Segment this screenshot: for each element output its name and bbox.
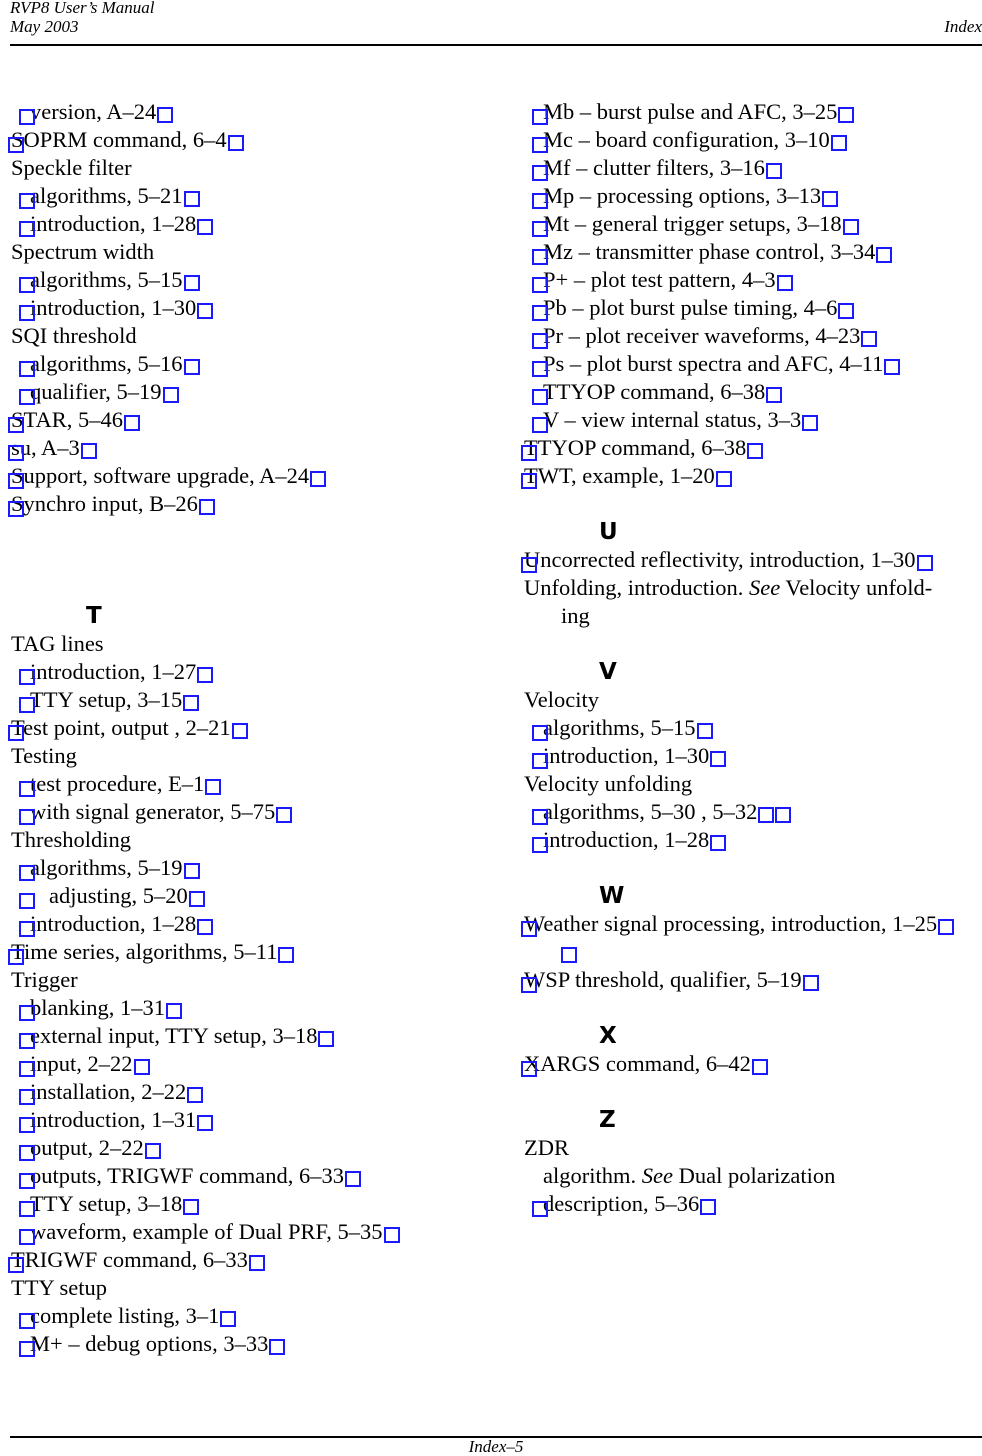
hyperlink-box[interactable] <box>19 277 35 293</box>
page-footer <box>10 1436 982 1456</box>
hyperlink-box[interactable] <box>19 1173 35 1189</box>
entry-text: Velocity unfolding <box>524 771 693 796</box>
hyperlink-box[interactable] <box>532 1201 548 1217</box>
hyperlink-box[interactable] <box>532 837 548 853</box>
section-letter: X <box>599 1023 617 1049</box>
index-entry[interactable] <box>11 126 491 154</box>
entry-text: Pr – plot receiver waveforms, 4–23 <box>543 323 861 348</box>
entry-text: TRIGWF command, 6–33 <box>11 1247 248 1272</box>
entry-text: Unfolding, introduction. <box>524 575 749 600</box>
hyperlink-box[interactable] <box>19 221 35 237</box>
index-entry <box>11 154 491 182</box>
entry-text: Time series, algorithms, 5–11 <box>11 939 278 964</box>
index-entry[interactable] <box>524 238 982 266</box>
hyperlink-box[interactable] <box>561 947 577 963</box>
entry-text: introduction, 1–28 <box>543 827 710 852</box>
entry-text: TWT, example, 1–20 <box>524 463 715 488</box>
index-entry <box>11 630 491 658</box>
hyperlink-box[interactable] <box>521 921 537 937</box>
hyperlink-box[interactable] <box>521 445 537 461</box>
index-column-right <box>524 98 982 1218</box>
hyperlink-box[interactable] <box>775 807 791 823</box>
hyperlink-box[interactable] <box>197 667 213 683</box>
hyperlink-box[interactable] <box>157 107 173 123</box>
hyperlink-box[interactable] <box>19 1117 35 1133</box>
entry-text: Weather signal processing, introduction, 1–25 <box>524 911 938 936</box>
entry-text: TTY setup <box>11 1275 108 1300</box>
entry-text: V – view internal status, 3–3 <box>543 407 802 432</box>
hyperlink-box[interactable] <box>532 193 548 209</box>
hyperlink-box[interactable] <box>184 275 200 291</box>
index-entry[interactable] <box>524 546 982 574</box>
hyperlink-box[interactable] <box>163 387 179 403</box>
index-entry[interactable] <box>11 854 491 882</box>
entry-text: introduction, 1–27 <box>30 659 197 684</box>
hyperlink-box[interactable] <box>521 977 537 993</box>
hyperlink-box[interactable] <box>124 415 140 431</box>
index-entry[interactable] <box>11 798 491 826</box>
entry-text: STAR, 5–46 <box>11 407 123 432</box>
entry-text: Uncorrected reflectivity, introduction, 1–30 <box>524 547 916 572</box>
index-entry[interactable] <box>11 182 491 210</box>
index-entry[interactable] <box>524 1190 982 1218</box>
hyperlink-box[interactable] <box>521 1061 537 1077</box>
hyperlink-box[interactable] <box>710 835 726 851</box>
index-entry[interactable] <box>11 378 491 406</box>
hyperlink-box[interactable] <box>19 1313 35 1329</box>
index-entry[interactable] <box>524 602 982 630</box>
entry-text: SOPRM command, 6–4 <box>11 127 227 152</box>
index-entry[interactable] <box>11 1190 491 1218</box>
index-entry[interactable] <box>11 658 491 686</box>
index-entry[interactable] <box>524 910 982 938</box>
hyperlink-box[interactable] <box>183 1199 199 1215</box>
entry-text: Velocity <box>524 687 599 712</box>
entry-text: introduction, 1–28 <box>30 211 197 236</box>
index-entry[interactable] <box>524 938 982 966</box>
entry-text: test procedure, E–1 <box>30 771 205 796</box>
entry-text: Testing <box>11 743 77 768</box>
index-entry[interactable] <box>11 770 491 798</box>
hyperlink-box[interactable] <box>843 219 859 235</box>
entry-text: Ps – plot burst spectra and AFC, 4–11 <box>543 351 884 376</box>
hyperlink-box[interactable] <box>521 473 537 489</box>
index-entry[interactable] <box>11 1078 491 1106</box>
see-target: Velocity unfold- <box>780 575 933 600</box>
index-entry[interactable] <box>524 98 982 126</box>
hyperlink-box[interactable] <box>197 303 213 319</box>
manual-date: May 2003 <box>10 17 79 36</box>
hyperlink-box[interactable] <box>184 863 200 879</box>
header-left <box>10 0 155 36</box>
entry-text: XARGS command, 6–42 <box>524 1051 751 1076</box>
entry-text: ZDR <box>524 1135 569 1160</box>
hyperlink-box[interactable] <box>532 221 548 237</box>
hyperlink-box[interactable] <box>249 1255 265 1271</box>
hyperlink-box[interactable] <box>710 751 726 767</box>
hyperlink-box[interactable] <box>532 361 548 377</box>
entry-text: Mc – board configuration, 3–10 <box>543 127 830 152</box>
entry-text: Spectrum width <box>11 239 155 264</box>
hyperlink-box[interactable] <box>19 1145 35 1161</box>
index-column-left <box>11 98 491 1358</box>
entry-text: with signal generator, 5–75 <box>30 799 276 824</box>
hyperlink-box[interactable] <box>532 725 548 741</box>
hyperlink-box[interactable] <box>803 975 819 991</box>
entry-text: outputs, TRIGWF command, 6–33 <box>30 1163 344 1188</box>
hyperlink-box[interactable] <box>8 137 24 153</box>
section-letter: W <box>599 883 625 909</box>
hyperlink-box[interactable] <box>19 865 35 881</box>
index-entry[interactable] <box>524 406 982 434</box>
index-entry[interactable] <box>524 126 982 154</box>
hyperlink-box[interactable] <box>19 193 35 209</box>
entry-text: SQI threshold <box>11 323 137 348</box>
index-entry <box>11 826 491 854</box>
section-letter: T <box>86 603 102 629</box>
hyperlink-box[interactable] <box>134 1059 150 1075</box>
entry-text: WSP threshold, qualifier, 5–19 <box>524 967 802 992</box>
index-entry[interactable] <box>11 434 491 462</box>
index-entry[interactable] <box>524 266 982 294</box>
hyperlink-box[interactable] <box>278 947 294 963</box>
index-entry[interactable] <box>524 742 982 770</box>
spacer <box>11 518 491 546</box>
entry-text: algorithms, 5–21 <box>30 183 183 208</box>
hyperlink-box[interactable] <box>276 807 292 823</box>
hyperlink-box[interactable] <box>697 723 713 739</box>
entry-text: algorithms, 5–15 <box>30 267 183 292</box>
entry-text: algorithm. <box>543 1163 642 1188</box>
index-entry[interactable] <box>11 266 491 294</box>
index-entry[interactable] <box>11 994 491 1022</box>
index-entry[interactable] <box>11 406 491 434</box>
entry-text: input, 2–22 <box>30 1051 133 1076</box>
index-entry[interactable] <box>11 1050 491 1078</box>
hyperlink-box[interactable] <box>766 163 782 179</box>
index-entry <box>11 966 491 994</box>
index-entry <box>11 1274 491 1302</box>
index-entry[interactable] <box>11 1302 491 1330</box>
entry-text: algorithms, 5–30 , 5–32 <box>543 799 758 824</box>
entry-text: TTY setup, 3–15 <box>30 687 183 712</box>
entry-text: algorithms, 5–19 <box>30 855 183 880</box>
hyperlink-box[interactable] <box>532 137 548 153</box>
entry-text: qualifier, 5–19 <box>30 379 162 404</box>
hyperlink-box[interactable] <box>269 1339 285 1355</box>
index-entry[interactable] <box>524 350 982 378</box>
entry-text: external input, TTY setup, 3–18 <box>30 1023 318 1048</box>
index-entry[interactable] <box>11 686 491 714</box>
hyperlink-box[interactable] <box>384 1227 400 1243</box>
entry-text: version, A–24 <box>30 99 157 124</box>
entry-text: introduction, 1–28 <box>30 911 197 936</box>
hyperlink-box[interactable] <box>747 443 763 459</box>
entry-text: ing <box>561 603 590 628</box>
hyperlink-box[interactable] <box>8 501 24 517</box>
entry-text: algorithms, 5–15 <box>543 715 696 740</box>
hyperlink-box[interactable] <box>19 1033 35 1049</box>
index-entry[interactable] <box>11 98 491 126</box>
index-entry[interactable] <box>11 714 491 742</box>
index-entry[interactable] <box>11 910 491 938</box>
hyperlink-box[interactable] <box>758 807 774 823</box>
hyperlink-box[interactable] <box>184 191 200 207</box>
manual-title: RVP8 User’s Manual <box>10 0 155 17</box>
see-target: Dual polarization <box>672 1163 836 1188</box>
spacer <box>524 1078 982 1106</box>
index-entry[interactable] <box>11 1330 491 1358</box>
hyperlink-box[interactable] <box>187 1087 203 1103</box>
entry-text: Trigger <box>11 967 78 992</box>
entry-text: introduction, 1–30 <box>543 743 710 768</box>
entry-text: TTYOP command, 6–38 <box>543 379 766 404</box>
hyperlink-box[interactable] <box>532 417 548 433</box>
section-letter: U <box>599 519 618 545</box>
hyperlink-box[interactable] <box>802 415 818 431</box>
index-entry[interactable] <box>524 322 982 350</box>
hyperlink-box[interactable] <box>81 443 97 459</box>
hyperlink-box[interactable] <box>166 1003 182 1019</box>
entry-text: Support, software upgrade, A–24 <box>11 463 310 488</box>
hyperlink-box[interactable] <box>532 277 548 293</box>
entry-text: description, 5–36 <box>543 1191 700 1216</box>
hyperlink-box[interactable] <box>19 1201 35 1217</box>
spacer <box>524 490 982 518</box>
entry-text: Pb – plot burst pulse timing, 4–6 <box>543 295 838 320</box>
index-entry[interactable] <box>11 1106 491 1134</box>
index-entry[interactable] <box>524 826 982 854</box>
entry-text: Thresholding <box>11 827 131 852</box>
hyperlink-box[interactable] <box>752 1059 768 1075</box>
hyperlink-box[interactable] <box>861 331 877 347</box>
hyperlink-box[interactable] <box>199 499 215 515</box>
entry-text: installation, 2–22 <box>30 1079 187 1104</box>
hyperlink-box[interactable] <box>822 191 838 207</box>
entry-text: P+ – plot test pattern, 4–3 <box>543 267 776 292</box>
hyperlink-box[interactable] <box>19 781 35 797</box>
index-entry <box>524 1162 982 1190</box>
index-entry[interactable] <box>11 1022 491 1050</box>
spacer <box>11 574 491 602</box>
hyperlink-box[interactable] <box>917 555 933 571</box>
entry-text: su, A–3 <box>11 435 80 460</box>
hyperlink-box[interactable] <box>8 417 24 433</box>
spacer <box>524 854 982 882</box>
spacer <box>524 630 982 658</box>
entry-text: Mb – burst pulse and AFC, 3–25 <box>543 99 838 124</box>
hyperlink-box[interactable] <box>19 1089 35 1105</box>
hyperlink-box[interactable] <box>8 949 24 965</box>
hyperlink-box[interactable] <box>532 109 548 125</box>
hyperlink-box[interactable] <box>532 753 548 769</box>
index-entry <box>11 238 491 266</box>
index-entry[interactable] <box>524 294 982 322</box>
hyperlink-box[interactable] <box>532 165 548 181</box>
entry-text: Speckle filter <box>11 155 132 180</box>
hyperlink-box[interactable] <box>876 247 892 263</box>
hyperlink-box[interactable] <box>831 135 847 151</box>
hyperlink-box[interactable] <box>19 669 35 685</box>
hyperlink-box[interactable] <box>19 1341 35 1357</box>
entry-text: Mp – processing options, 3–13 <box>543 183 822 208</box>
hyperlink-box[interactable] <box>318 1031 334 1047</box>
index-entry[interactable] <box>524 378 982 406</box>
entry-text: algorithms, 5–16 <box>30 351 183 376</box>
hyperlink-box[interactable] <box>205 779 221 795</box>
hyperlink-box[interactable] <box>521 557 537 573</box>
spacer <box>524 994 982 1022</box>
entry-text: waveform, example of Dual PRF, 5–35 <box>30 1219 383 1244</box>
hyperlink-box[interactable] <box>777 275 793 291</box>
index-entry[interactable] <box>11 1162 491 1190</box>
hyperlink-box[interactable] <box>19 1005 35 1021</box>
hyperlink-box[interactable] <box>228 135 244 151</box>
section-letter: Z <box>599 1107 616 1133</box>
page-number: Index–5 <box>468 1437 524 1456</box>
hyperlink-box[interactable] <box>19 305 35 321</box>
hyperlink-box[interactable] <box>19 1229 35 1245</box>
hyperlink-box[interactable] <box>716 471 732 487</box>
index-entry <box>524 770 982 798</box>
hyperlink-box[interactable] <box>19 1061 35 1077</box>
hyperlink-box[interactable] <box>838 107 854 123</box>
section-letter: V <box>599 659 617 685</box>
entry-text: adjusting, 5–20 <box>49 883 188 908</box>
index-entry <box>524 574 982 602</box>
index-entry[interactable] <box>11 490 491 518</box>
hyperlink-box[interactable] <box>184 359 200 375</box>
hyperlink-box[interactable] <box>532 333 548 349</box>
hyperlink-box[interactable] <box>183 695 199 711</box>
hyperlink-box[interactable] <box>19 361 35 377</box>
hyperlink-box[interactable] <box>532 809 548 825</box>
hyperlink-box[interactable] <box>838 303 854 319</box>
hyperlink-box[interactable] <box>938 919 954 935</box>
hyperlink-box[interactable] <box>884 359 900 375</box>
entry-text: TTY setup, 3–18 <box>30 1191 183 1216</box>
hyperlink-box[interactable] <box>189 891 205 907</box>
hyperlink-box[interactable] <box>8 725 24 741</box>
hyperlink-box[interactable] <box>19 893 35 909</box>
index-entry[interactable] <box>11 462 491 490</box>
index-entry[interactable] <box>11 882 491 910</box>
entry-text: complete listing, 3–1 <box>30 1303 220 1328</box>
index-entry[interactable] <box>11 1246 491 1274</box>
hyperlink-box[interactable] <box>19 809 35 825</box>
index-entry[interactable] <box>11 938 491 966</box>
hyperlink-box[interactable] <box>310 471 326 487</box>
see-reference: See <box>748 575 781 600</box>
index-entry[interactable] <box>11 350 491 378</box>
index-entry[interactable] <box>11 210 491 238</box>
index-entry[interactable] <box>524 798 982 826</box>
entry-text: Synchro input, B–26 <box>11 491 198 516</box>
entry-text: Mt – general trigger setups, 3–18 <box>543 211 842 236</box>
index-entry <box>11 322 491 350</box>
entry-text: Test point, output , 2–21 <box>11 715 231 740</box>
index-entry[interactable] <box>524 182 982 210</box>
hyperlink-box[interactable] <box>19 389 35 405</box>
index-entry[interactable] <box>11 1134 491 1162</box>
hyperlink-box[interactable] <box>532 249 548 265</box>
index-entry[interactable] <box>524 154 982 182</box>
hyperlink-box[interactable] <box>197 219 213 235</box>
hyperlink-box[interactable] <box>197 919 213 935</box>
entry-text: Mz – transmitter phase control, 3–34 <box>543 239 876 264</box>
hyperlink-box[interactable] <box>232 723 248 739</box>
hyperlink-box[interactable] <box>19 697 35 713</box>
hyperlink-box[interactable] <box>19 921 35 937</box>
index-entry[interactable] <box>524 210 982 238</box>
hyperlink-box[interactable] <box>19 109 35 125</box>
spacer <box>11 546 491 574</box>
hyperlink-box[interactable] <box>145 1143 161 1159</box>
section-name: Index <box>944 17 982 36</box>
entry-text: introduction, 1–30 <box>30 295 197 320</box>
see-reference: See <box>641 1163 673 1188</box>
index-entry[interactable] <box>524 462 982 490</box>
index-entry[interactable] <box>524 434 982 462</box>
entry-text: Mf – clutter filters, 3–16 <box>543 155 765 180</box>
entry-text: TAG lines <box>11 631 104 656</box>
hyperlink-box[interactable] <box>532 389 548 405</box>
index-entry[interactable] <box>524 966 982 994</box>
hyperlink-box[interactable] <box>220 1311 236 1327</box>
index-entry[interactable] <box>11 294 491 322</box>
entry-text: blanking, 1–31 <box>30 995 165 1020</box>
hyperlink-box[interactable] <box>8 473 24 489</box>
entry-text: M+ – debug options, 3–33 <box>30 1331 269 1356</box>
hyperlink-box[interactable] <box>345 1171 361 1187</box>
hyperlink-box[interactable] <box>766 387 782 403</box>
index-entry <box>11 742 491 770</box>
hyperlink-box[interactable] <box>8 445 24 461</box>
hyperlink-box[interactable] <box>700 1199 716 1215</box>
entry-text: output, 2–22 <box>30 1135 144 1160</box>
index-entry[interactable] <box>11 1218 491 1246</box>
index-entry <box>524 1134 982 1162</box>
hyperlink-box[interactable] <box>8 1257 24 1273</box>
index-entry[interactable] <box>524 714 982 742</box>
entry-text: TTYOP command, 6–38 <box>524 435 747 460</box>
hyperlink-box[interactable] <box>197 1115 213 1131</box>
index-entry <box>524 686 982 714</box>
entry-text: introduction, 1–31 <box>30 1107 197 1132</box>
index-entry[interactable] <box>524 1050 982 1078</box>
hyperlink-box[interactable] <box>532 305 548 321</box>
page-header <box>10 0 982 46</box>
